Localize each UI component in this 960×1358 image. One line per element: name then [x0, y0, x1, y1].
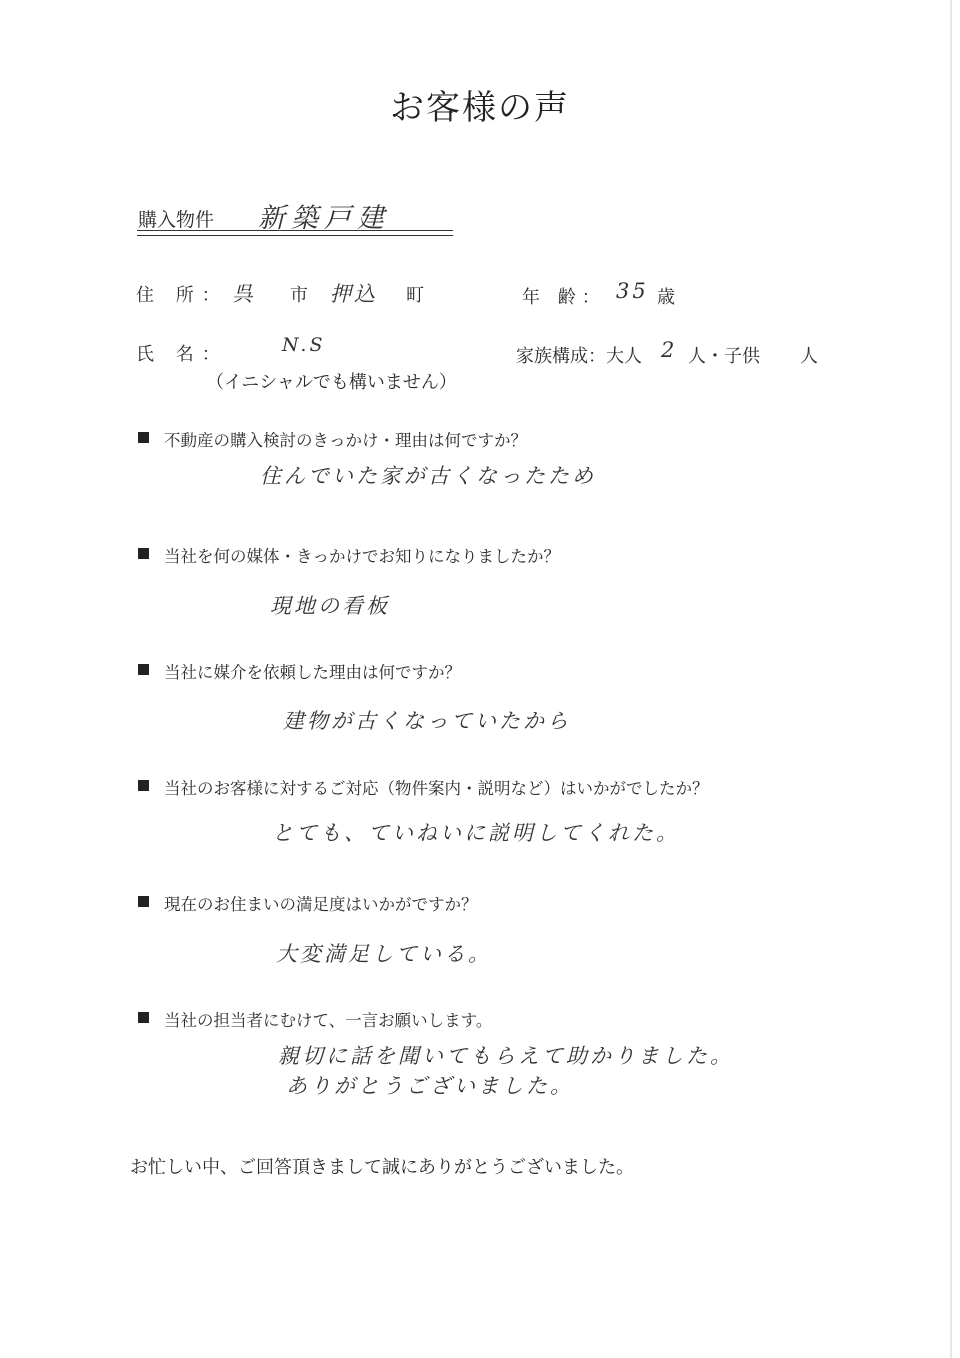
name-label: 氏 名： — [136, 344, 228, 365]
answer-6-line-2: ありがとうございました。 — [286, 1074, 574, 1098]
answer-4: とても、ていねいに説明してくれた。 — [272, 821, 680, 845]
answer-6-line-1: 親切に話を聞いてもらえて助かりました。 — [278, 1044, 734, 1068]
question-1: 不動産の購入検討のきっかけ・理由は何ですか？ — [164, 431, 527, 450]
address-town-suffix: 町 — [406, 285, 424, 306]
answer-3: 建物が古くなっていたから — [283, 709, 571, 733]
answer-5: 大変満足している。 — [276, 942, 492, 966]
question-bullet — [138, 780, 149, 791]
property-label: 購入物件 — [138, 209, 215, 231]
question-2: 当社を何の媒体・きっかけでお知りになりましたか？ — [164, 547, 560, 566]
property-underline — [137, 230, 453, 236]
name-note: （イニシャルでも構いません） — [206, 372, 457, 393]
closing-message: お忙しい中、ご回答頂きまして誠にありがとうございました。 — [130, 1157, 634, 1178]
question-bullet — [138, 896, 149, 907]
family-children-suffix: 人 — [800, 346, 818, 367]
name-value: N.S — [282, 334, 326, 356]
question-bullet — [138, 664, 149, 675]
age-value: 35 — [616, 279, 649, 303]
scan-edge-line — [950, 0, 952, 1358]
age-label: 年 齢： — [522, 287, 606, 308]
question-bullet — [138, 548, 149, 559]
address-city-suffix: 市 — [290, 285, 308, 306]
property-value: 新築戸建 — [258, 203, 390, 234]
answer-1: 住んでいた家が古くなったため — [260, 464, 596, 488]
address-label: 住 所： — [136, 285, 228, 306]
family-label: 家族構成：大人 — [516, 346, 642, 367]
age-suffix: 歳 — [657, 287, 675, 308]
question-bullet — [138, 1012, 149, 1023]
page-title: お客様の声 — [390, 88, 570, 128]
question-5: 現在のお住まいの満足度はいかがですか？ — [164, 895, 478, 914]
answer-2: 現地の看板 — [270, 594, 390, 618]
family-adults: 2 — [661, 338, 678, 362]
address-town: 押込 — [330, 282, 378, 306]
family-adults-suffix: 人・子供 — [688, 346, 760, 367]
question-6: 当社の担当者にむけて、一言お願いします。 — [164, 1011, 493, 1030]
question-4: 当社のお客様に対するご対応（物件案内・説明など）はいかがでしたか？ — [164, 779, 709, 798]
address-city: 呉 — [232, 282, 256, 306]
question-bullet — [138, 432, 149, 443]
question-3: 当社に媒介を依頼した理由は何ですか？ — [164, 663, 461, 682]
